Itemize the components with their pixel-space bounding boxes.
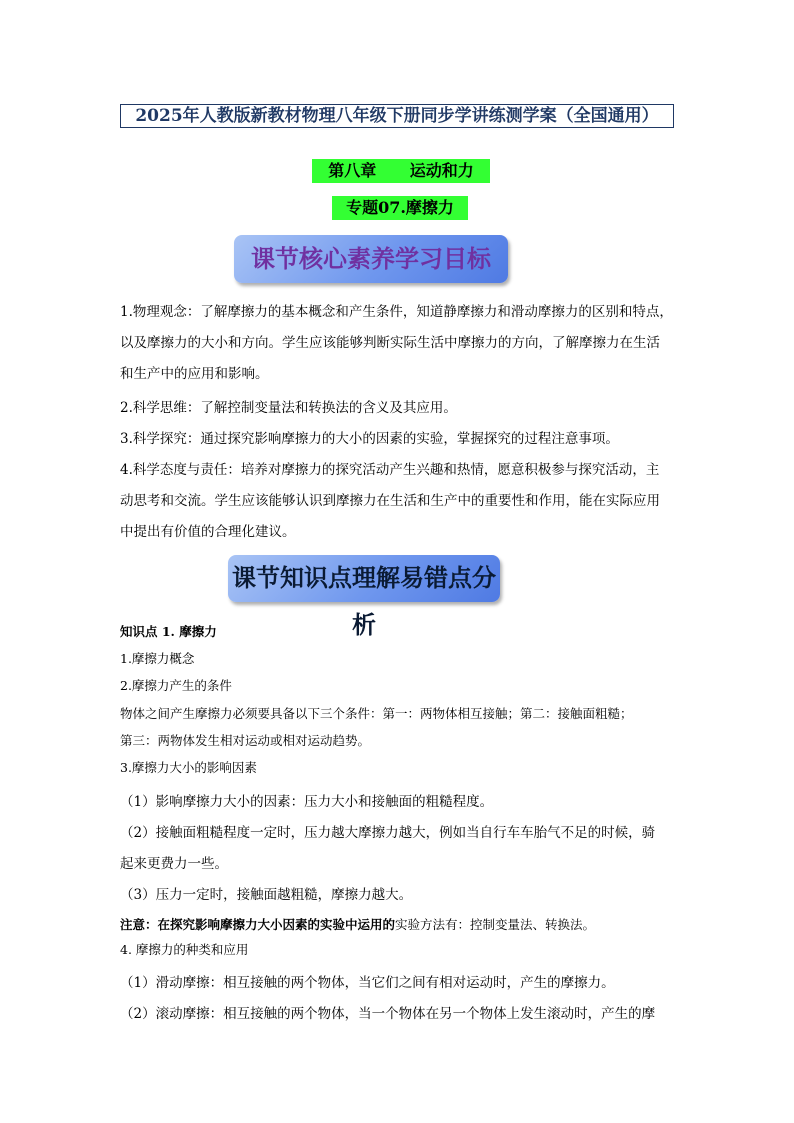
objective-line: 动思考和交流。学生应该能够认识到摩擦力在生活和生产中的重要性和作用，能在实际应用 xyxy=(120,493,660,509)
topic-title: 专题07.摩擦力 xyxy=(332,196,468,220)
knowledge-line: （2）接触面粗糙程度一定时，压力越大摩擦力越大，例如当自行车车胎气不足的时候，骑 xyxy=(120,825,656,841)
knowledge-line: （3）压力一定时，接触面越粗糙，摩擦力越大。 xyxy=(120,887,413,903)
document-title: 2025年人教版新教材物理八年级下册同步学讲练测学案（全国通用） xyxy=(120,104,674,128)
knowledge-line: 第三：两物体发生相对运动或相对运动趋势。 xyxy=(120,733,371,748)
note-line xyxy=(120,911,678,938)
chapter-title: 第八章 运动和力 xyxy=(312,159,490,183)
knowledge-line: 物体之间产生摩擦力必须要具备以下三个条件：第一：两物体相互接触；第二：接触面粗糙； xyxy=(120,706,633,721)
knowledge-banner: 课节知识点理解易错点分析 xyxy=(228,555,500,602)
knowledge-line: 1.摩擦力概念 xyxy=(120,651,195,666)
objectives-banner: 课节核心素养学习目标 xyxy=(234,235,508,283)
objective-line: 3.科学探究：通过探究影响摩擦力的大小的因素的实验，掌握探究的过程注意事项。 xyxy=(120,431,619,447)
objective-line: 1.物理观念：了解摩擦力的基本概念和产生条件，知道静摩擦力和滑动摩擦力的区别和特点， xyxy=(120,304,673,320)
objective-line: 以及摩擦力的大小和方向。学生应该能够判断实际生活中摩擦力的方向，了解摩擦力在生活 xyxy=(120,335,660,351)
knowledge-line: （1）影响摩擦力大小的因素：压力大小和接触面的粗糙程度。 xyxy=(120,794,494,810)
knowledge-line: 起来更费力一些。 xyxy=(120,856,228,872)
knowledge-heading: 知识点 1. 摩擦力 xyxy=(120,624,217,639)
knowledge-line: 3.摩擦力大小的影响因素 xyxy=(120,760,257,775)
knowledge-line: （2）滚动摩擦：相互接触的两个物体，当一个物体在另一个物体上发生滚动时，产生的摩 xyxy=(120,1006,656,1022)
knowledge-line: （1）滑动摩擦：相互接触的两个物体，当它们之间有相对运动时，产生的摩擦力。 xyxy=(120,975,615,991)
note-rest: 实验方法有：控制变量法、转换法。 xyxy=(395,917,596,932)
objective-line: 和生产中的应用和影响。 xyxy=(120,366,269,382)
knowledge-line: 4. 摩擦力的种类和应用 xyxy=(120,942,249,957)
note-bold: 注意：在探究影响摩擦力大小因素的实验中运用的 xyxy=(120,917,396,932)
objective-line: 4.科学态度与责任：培养对摩擦力的探究活动产生兴趣和热情，愿意积极参与探究活动，主 xyxy=(120,462,660,478)
knowledge-line: 2.摩擦力产生的条件 xyxy=(120,678,232,693)
objective-line: 2.科学思维：了解控制变量法和转换法的含义及其应用。 xyxy=(120,400,457,416)
objective-line: 中提出有价值的合理化建议。 xyxy=(120,524,296,540)
